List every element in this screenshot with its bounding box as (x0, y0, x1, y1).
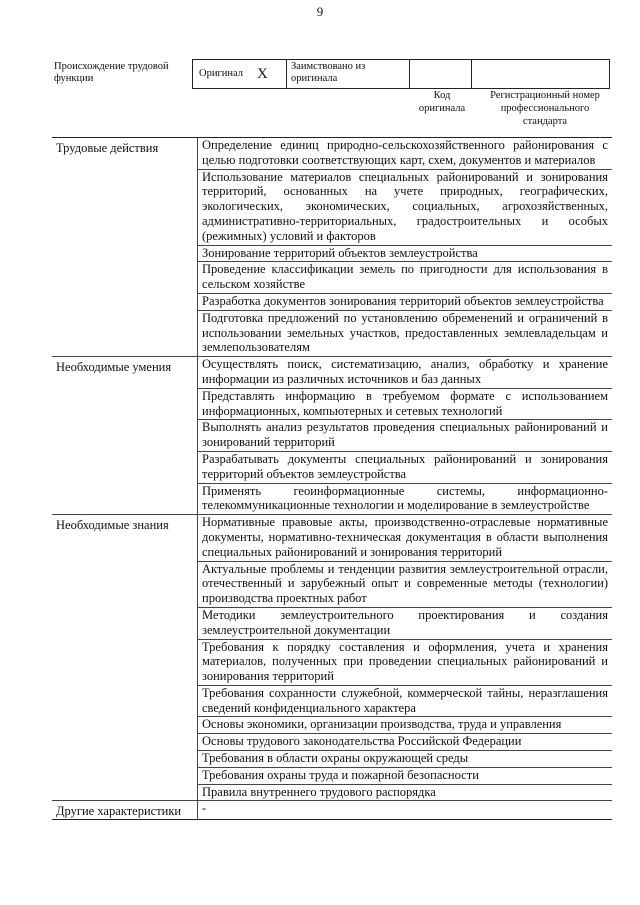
list-item: Зонирование территорий объектов землеустройства (198, 245, 612, 262)
list-item: Требования к порядку составления и оформления, учета и хранения материалов, полученных при проведении специальных районирований и зонирования территорий (198, 639, 612, 685)
borrowed-cell: Заимствовано из оригинала (287, 60, 410, 88)
reg-number-caption: Регистрационный номер профессионального стандарта (490, 90, 600, 127)
row-label: Необходимые знания (56, 518, 169, 533)
list-item: Требования в области охраны окружающей среды (198, 750, 612, 767)
row-items (197, 801, 612, 819)
list-item: Разрабатывать документы специальных районирований и зонирования территорий объектов землеустройства (198, 451, 612, 483)
page-number: 9 (316, 4, 324, 19)
code-caption: Код оригинала (418, 90, 466, 114)
table-row (52, 356, 612, 514)
list-item: Выполнять анализ результатов проведения специальных районирований и зонирований территорий (198, 419, 612, 451)
list-item: Осуществлять поиск, систематизацию, анализ, обработку и хранение информации из различных источников и баз данных (202, 357, 608, 386)
original-label: Оригинал (199, 68, 243, 79)
list-item: Актуальные проблемы и тенденции развития землеустроительной отрасли, отечественный и зарубежный опыт и современные методы (технологии) производства проектных работ (198, 561, 612, 607)
origin-label: Происхождение трудовой функции (54, 61, 169, 84)
list-item: Основы экономики, организации производства, труда и управления (198, 716, 612, 733)
list-item: Требования охраны труда и пожарной безопасности (198, 767, 612, 784)
row-items (197, 515, 612, 800)
original-cell (193, 60, 287, 88)
list-item: Представлять информацию в требуемом формате с использованием информационных, компьютерных и сетевых технологий (198, 388, 612, 420)
list-item: Разработка документов зонирования территорий объектов землеустройства (198, 293, 612, 310)
origin-grid (192, 59, 610, 89)
list-item: Методики землеустроительного проектирования и создания землеустроительной документации (198, 607, 612, 639)
code-cell (410, 60, 472, 88)
row-items (197, 357, 612, 514)
table-row (52, 800, 612, 819)
row-label: Трудовые действия (56, 141, 159, 155)
list-item: Использование материалов специальных районирований и зонирования территорий, основанных на учете природных, географических, экологических, экономических, социальных, агрохозяйственных, административно-территориальных, градостроительных и особых (режимных) условий и факторов (198, 169, 612, 245)
original-mark: X (257, 66, 268, 82)
table-row (52, 514, 612, 800)
list-item: Нормативные правовые акты, производственно-отраслевые нормативные документы, нормативно-техническая документация в области выполнения специальных районирований и зонирования территорий (202, 515, 608, 559)
reg-number-cell (472, 60, 610, 88)
list-item: Проведение классификации земель по пригодности для использования в сельском хозяйстве (198, 261, 612, 293)
list-item: Подготовка предложений по установлению обременений и ограничений в использовании земельных участков, предоставленных землевладельцам и землепользователям (198, 310, 612, 356)
row-items (197, 138, 612, 356)
list-item: Определение единиц природно-сельскохозяйственного районирования с целью подготовки соответствующих карт, схем, документов и материалов (202, 138, 608, 167)
labor-function-table (52, 137, 612, 820)
table-row (52, 138, 612, 356)
list-item: Требования сохранности служебной, коммерческой тайны, неразглашения сведений конфиденциального характера (198, 685, 612, 717)
list-item: Правила внутреннего трудового распорядка (198, 784, 612, 801)
row-label: Другие характеристики (56, 804, 182, 819)
list-item: Основы трудового законодательства Российской Федерации (198, 733, 612, 750)
list-item: - (202, 801, 207, 816)
row-label: Необходимые умения (56, 360, 172, 375)
list-item: Применять геоинформационные системы, информационно-телекоммуникационные технологии и моделирование в землеустройстве (198, 483, 612, 515)
